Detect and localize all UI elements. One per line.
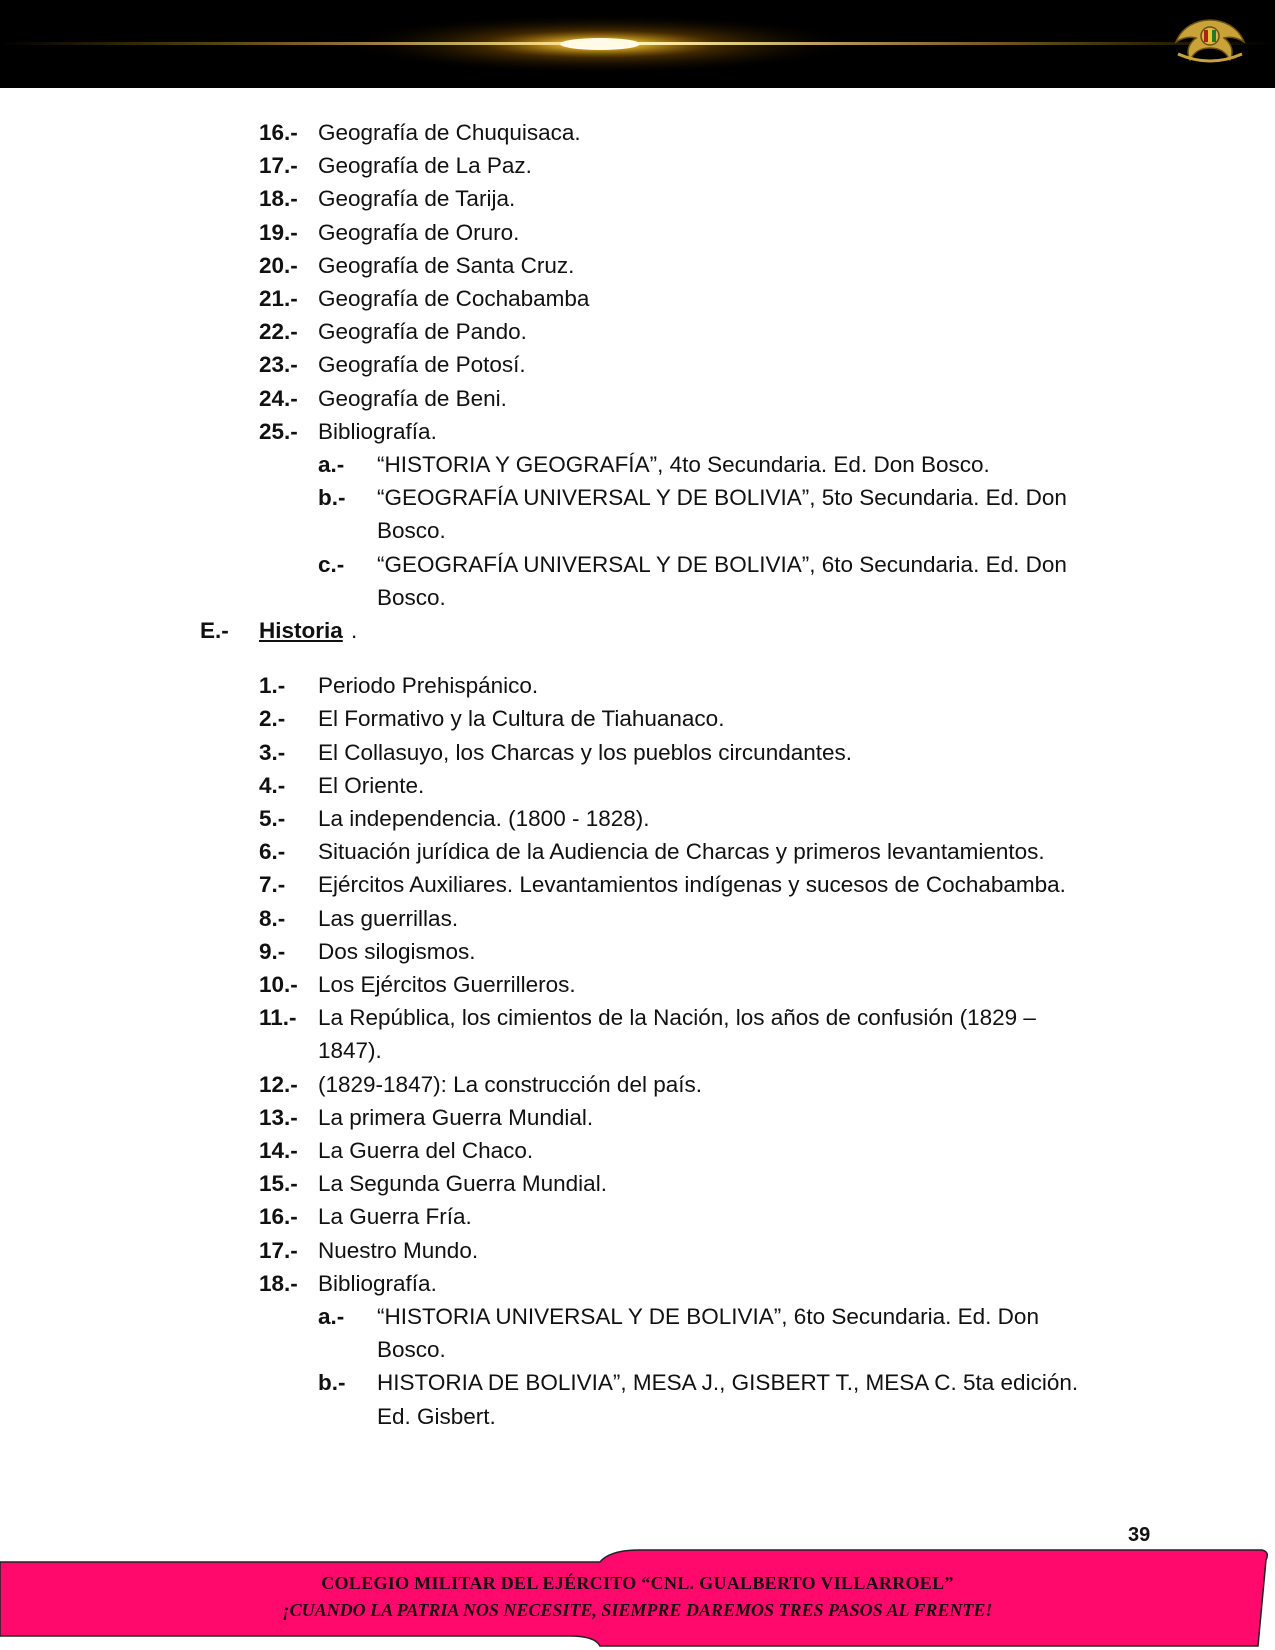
history-bib-text: “HISTORIA UNIVERSAL Y DE BOLIVIA”, 6to Secundaria. Ed. Don [377,1304,1039,1329]
history-item-text: Bibliografía. [318,1270,437,1296]
footer-institution: COLEGIO MILITAR DEL EJÉRCITO “CNL. GUALBERTO VILLARROEL” [321,1573,954,1593]
military-emblem-icon [1168,14,1252,66]
page-number: 39 [1128,1524,1151,1546]
history-item-text: La independencia. (1800 - 1828). [318,806,650,831]
section-title-period: . [351,618,358,643]
history-item-text: La República, los cimientos de la Nación, los años de confusión (1829 – [318,1005,1036,1031]
geography-item-number: 16.- [259,120,298,145]
geography-item-number: 20.- [259,252,298,278]
history-item-text: Las guerrillas. [318,905,459,931]
geography-bib-text: “GEOGRAFÍA UNIVERSAL Y DE BOLIVIA”, 5to Secundaria. Ed. Don [377,485,1067,511]
history-item-number: 9.- [259,938,286,964]
history-item-number: 12.- [259,1071,298,1097]
history-item-text: La primera Guerra Mundial. [318,1104,594,1130]
history-item-text: Dos silogismos. [318,938,476,964]
geography-bib-text-cont: Bosco. [377,518,446,544]
geography-item-text: Bibliografía. [318,418,437,444]
geography-bib-text: “HISTORIA Y GEOGRAFÍA”, 4to Secundaria. Ed. Don Bosco. [377,452,990,477]
geography-item-text: Geografía de Oruro. [318,219,520,245]
geography-item-number: 17.- [259,153,298,179]
footer-motto: ¡CUANDO LA PATRIA NOS NECESITE, SIEMPRE DAREMOS TRES PASOS AL FRENTE! [282,1600,993,1620]
history-item-text: La Guerra Fría. [318,1204,472,1230]
geography-item-text: Geografía de Chuquisaca. [318,120,581,145]
history-item-text: La Segunda Guerra Mundial. [318,1171,607,1197]
section-letter: E.- [200,618,229,643]
history-bib-letter: b.- [318,1370,346,1396]
history-bib-text: HISTORIA DE BOLIVIA”, MESA J., GISBERT T., MESA C. 5ta edición. [377,1370,1079,1396]
geography-item-text: Geografía de Potosí. [318,352,526,378]
history-bib-text-cont: Ed. Gisbert. [377,1403,496,1429]
history-item-number: 13.- [259,1104,298,1130]
history-item-text: El Formativo y la Cultura de Tiahuanaco. [318,706,725,732]
history-item-text: (1829-1847): La construcción del país. [318,1071,702,1097]
history-item-text: Nuestro Mundo. [318,1237,479,1263]
geography-item-number: 24.- [259,385,298,411]
history-item-number: 15.- [259,1171,298,1197]
history-item-number: 2.- [259,706,286,732]
history-item-number: 6.- [259,839,286,865]
geography-item-text: Geografía de Beni. [318,385,507,411]
geography-bib-letter: a.- [318,452,345,477]
history-item-number: 10.- [259,972,298,997]
geography-bib-text-cont: Bosco. [377,584,446,610]
history-item-number: 8.- [259,905,286,931]
history-item-text: Periodo Prehispánico. [318,673,539,699]
history-item-number: 17.- [259,1237,298,1263]
history-item-number: 1.- [259,673,286,699]
geography-item-text: Geografía de Pando. [318,319,527,345]
geography-item-number: 21.- [259,286,298,311]
geography-item-text: Geografía de La Paz. [318,153,532,179]
geography-bib-text: “GEOGRAFÍA UNIVERSAL Y DE BOLIVIA”, 6to Secundaria. Ed. Don [377,551,1067,577]
header-banner [0,0,1275,88]
geography-item-text: Geografía de Santa Cruz. [318,252,575,278]
geography-item-number: 19.- [259,219,298,245]
history-item-text: El Collasuyo, los Charcas y los pueblos circundantes. [318,739,853,765]
history-item-number: 16.- [259,1204,298,1230]
history-item-number: 18.- [259,1270,298,1296]
history-item-number: 11.- [259,1005,297,1031]
history-item-number: 5.- [259,806,286,831]
geography-item-number: 22.- [259,319,298,345]
geography-item-text: Geografía de Tarija. [318,186,516,212]
section-title: Historia [259,618,343,643]
history-item-text: Los Ejércitos Guerrilleros. [318,972,576,997]
geography-item-number: 25.- [259,418,298,444]
history-bib-text-cont: Bosco. [377,1337,446,1363]
geography-item-number: 18.- [259,186,298,212]
history-item-text: Ejércitos Auxiliares. Levantamientos indígenas y sucesos de Cochabamba. [318,872,1066,898]
history-item-number: 14.- [259,1138,298,1163]
geography-bib-letter: b.- [318,485,346,511]
header-light-flare [0,0,1275,88]
footer-banner [0,1540,1275,1650]
history-item-number: 7.- [259,872,286,898]
history-item-text: El Oriente. [318,772,425,798]
geography-bib-letter: c.- [318,551,345,577]
history-bib-letter: a.- [318,1304,345,1329]
geography-item-text: Geografía de Cochabamba [318,286,590,311]
history-item-text: La Guerra del Chaco. [318,1138,534,1163]
history-item-number: 4.- [259,772,286,798]
history-item-text-cont: 1847). [318,1038,382,1064]
geography-item-number: 23.- [259,352,298,378]
history-item-number: 3.- [259,739,286,765]
history-item-text: Situación jurídica de la Audiencia de Charcas y primeros levantamientos. [318,839,1045,865]
